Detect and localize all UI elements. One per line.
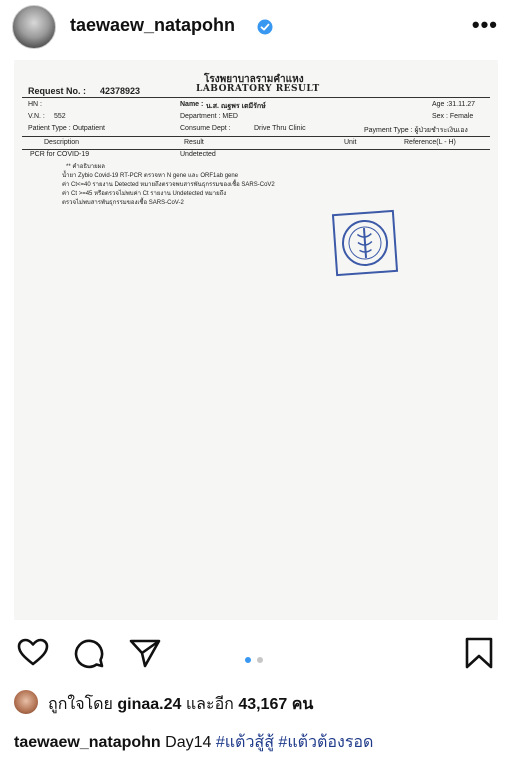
vn-value: 552 xyxy=(54,113,66,120)
action-bar xyxy=(0,636,512,672)
carousel-dot xyxy=(257,657,263,663)
hospital-stamp xyxy=(332,210,398,276)
liker-username[interactable]: ginaa.24 xyxy=(117,696,182,713)
note-line: น้ำยา Zybio Covid-19 RT-PCR ตรวจหา N gene และ ORF1ab gene xyxy=(62,173,239,179)
name-label: Name : xyxy=(180,101,204,108)
request-label: Request No. : xyxy=(28,86,87,96)
sex: Sex : Female xyxy=(432,113,474,120)
divider xyxy=(22,97,490,98)
comment-icon[interactable] xyxy=(72,636,106,670)
divider xyxy=(22,136,490,137)
carousel-indicator xyxy=(244,650,264,668)
post-image[interactable] xyxy=(14,60,498,620)
post-header xyxy=(0,0,512,56)
column-header: Unit xyxy=(344,139,357,146)
send-icon[interactable] xyxy=(128,636,162,670)
department: Department : MED xyxy=(180,113,238,120)
likes-text: ถูกใจโดย ginaa.24 และอีก 43,167 คน xyxy=(48,696,314,713)
vn-label: V.N. : xyxy=(28,113,45,120)
column-header: Result xyxy=(184,139,204,146)
note-line: ค่า Ct<=40 รายงาน Detected หมายถึงตรวจพบสารพันธุกรรมของเชื้อ SARS-CoV2 xyxy=(62,182,275,188)
hn-label: HN : xyxy=(28,101,42,108)
hashtag-link[interactable]: #แต้วต้องรอด xyxy=(278,734,374,751)
caption-username[interactable]: taewaew_natapohn xyxy=(14,734,161,751)
column-header: Reference(L - H) xyxy=(404,139,456,146)
avatar[interactable] xyxy=(12,5,56,49)
row-description: PCR for COVID-19 xyxy=(30,151,90,158)
age: Age :31.11.27 xyxy=(432,101,476,108)
lab-result-document xyxy=(14,60,498,620)
carousel-dot-active xyxy=(245,657,251,663)
consume-dept-value: Drive Thru Clinic xyxy=(254,125,306,132)
bookmark-icon[interactable] xyxy=(462,636,496,670)
row-result: Undetected xyxy=(180,151,216,158)
divider xyxy=(22,149,490,150)
patient-type: Patient Type : Outpatient xyxy=(28,125,105,132)
heart-icon[interactable] xyxy=(16,636,50,670)
document-title: LABORATORY RESULT xyxy=(196,84,320,94)
username[interactable]: taewaew_natapohn xyxy=(70,15,236,35)
consume-dept-label: Consume Dept : xyxy=(180,125,231,132)
stamp-emblem-icon xyxy=(334,212,396,274)
hashtag-link[interactable]: #แต้วสู้สู้ xyxy=(215,734,274,751)
column-header: Description xyxy=(44,139,80,146)
note-line: ตรวจไม่พบสารพันธุกรรมของเชื้อ SARS-CoV-2 xyxy=(62,200,184,206)
liker-avatar[interactable] xyxy=(14,690,38,714)
payment-type: Payment Type : ผู้ป่วยชำระเงินเอง xyxy=(364,127,468,134)
caption-text: Day14 xyxy=(160,734,216,751)
note-line: ค่า Ct >=45 หรือตรวจไม่พบค่า Ct รายงาน Undetected หมายถึง xyxy=(62,191,227,197)
more-options-icon[interactable]: ••• xyxy=(471,12,498,37)
note-line: ** คำอธิบายผล xyxy=(66,164,105,170)
hospital-name: โรงพยาบาลรามคำแหง xyxy=(204,74,304,85)
post-caption xyxy=(14,730,373,755)
patient-name: น.ส. ณฐพร เตมีรักษ์ xyxy=(206,103,266,110)
request-number: 42378923 xyxy=(100,86,141,96)
verified-badge-icon xyxy=(257,19,273,35)
like-count[interactable]: 43,167 xyxy=(238,696,288,713)
